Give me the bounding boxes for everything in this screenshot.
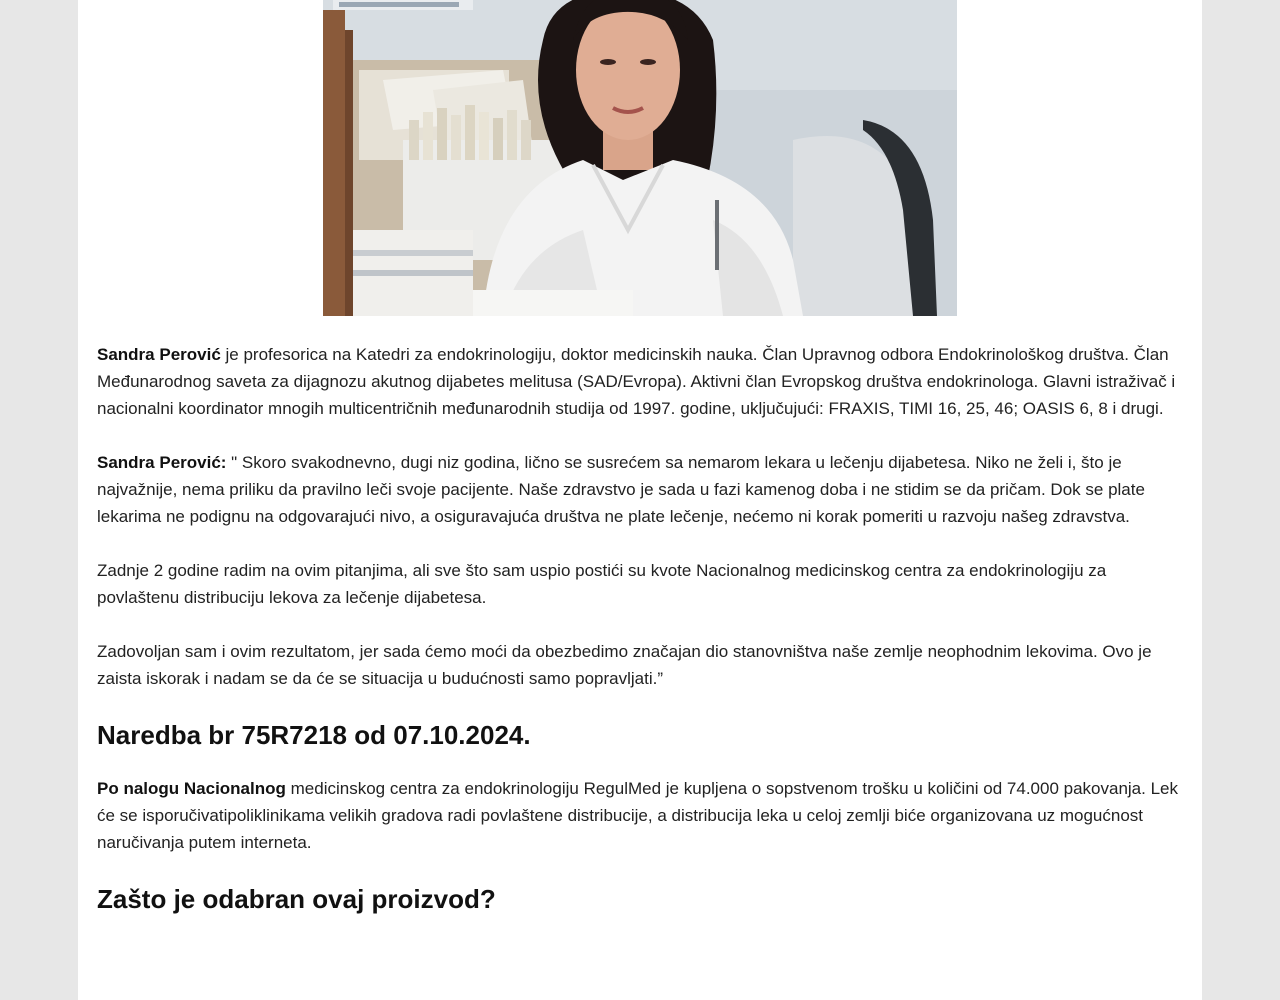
quote-paragraph (97, 449, 1187, 530)
order-heading: Naredba br 75R7218 od 07.10.2024. (97, 720, 531, 750)
why-heading: Zašto je odabran ovaj proizvod? (97, 884, 496, 914)
doctor-photo (323, 0, 957, 316)
quote-speaker: Sandra Perović: (97, 453, 227, 472)
bio-paragraph (97, 341, 1187, 422)
result-paragraph: Zadovoljan sam i ovim rezultatom, jer sada ćemo moći da obezbedimo značajan dio stanovništva naše zemlje neophodnim lekovima. Ovo je zaista iskorak i nadam se da će se situacija u budućnosti samo popravljati.” (97, 642, 1152, 688)
bio-name: Sandra Perović (97, 345, 221, 364)
order-paragraph (97, 775, 1187, 856)
quote-text: " Skoro svakodnevno, dugi niz godina, lično se susrećem sa nemarom lekara u lečenju dijabetesa. Niko ne želi i, što je najvažnije, nema priliku da pravilno leči svoje pacijente. Naše zdravstvo je sada u fazi kamenog doba i ne stidim se da pričam. Dok se plate lekarima ne podignu na odgovarajući nivo, a osiguravajuća društva ne plate lečenje, nećemo ni korak pomeriti u razvoju našeg zdravstva. (97, 453, 1145, 526)
bio-text: je profesorica na Katedri za endokrinologiju, doktor medicinskih nauka. Član Upravnog odbora Endokrinološkog društva. Član Međunarodnog saveta za dijagnozu akutnog dijabetes melitusa (SAD/Evropa). Aktivni član Evropskog društva endokrinologa. Glavni istraživač i nacionalni koordinator mnogih multicentričnih međunarodnih studija od 1997. godine, uključujući: FRAXIS, TIMI 16, 25, 46; OASIS 6, 8 i drugi. (97, 345, 1176, 418)
order-lead: Po nalogu Nacionalnog (97, 779, 286, 798)
article-body (97, 341, 1187, 915)
order-text: medicinskog centra za endokrinologiju RegulMed je kupljena o sopstvenom trošku u količini od 74.000 pakovanja. Lek će se isporučivatipoliklinikama velikih gradova radi povlaštene distribucije, a distribucija leka u celoj zemlji biće organizovana uz mogućnost naručivanja putem interneta. (97, 779, 1178, 852)
years-paragraph: Zadnje 2 godine radim na ovim pitanjima, ali sve što sam uspio postići su kvote Nacionalnog medicinskog centra za endokrinologiju za povlaštenu distribuciju lekova za lečenje dijabetesa. (97, 561, 1107, 607)
article-page (78, 0, 1202, 1000)
